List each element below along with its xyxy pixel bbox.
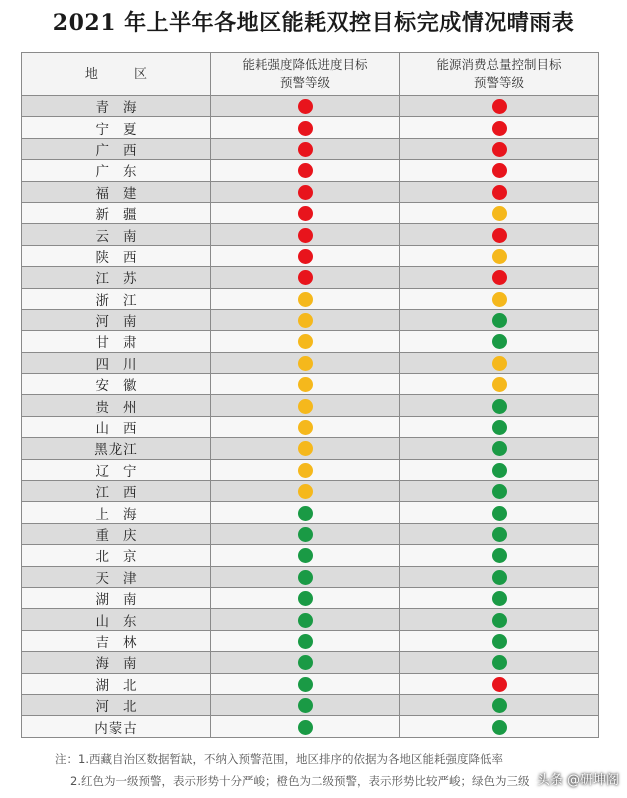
region-name: 海南 bbox=[95, 656, 151, 673]
region-name: 江西 bbox=[95, 485, 151, 502]
region-cell bbox=[22, 160, 211, 181]
red-status-dot-icon bbox=[298, 228, 313, 243]
footnotes bbox=[55, 748, 615, 792]
region-name: 广西 bbox=[95, 142, 151, 159]
orange-status-dot-icon bbox=[298, 484, 313, 499]
intensity-warning-cell bbox=[211, 566, 400, 587]
green-status-dot-icon bbox=[492, 613, 507, 628]
intensity-warning-cell bbox=[211, 309, 400, 330]
green-status-dot-icon bbox=[298, 677, 313, 692]
total-warning-cell bbox=[400, 630, 599, 651]
green-status-dot-icon bbox=[298, 527, 313, 542]
orange-status-dot-icon bbox=[492, 249, 507, 264]
region-cell bbox=[22, 716, 211, 737]
region-name: 湖南 bbox=[95, 592, 151, 609]
table-row bbox=[22, 202, 599, 223]
region-cell bbox=[22, 96, 211, 117]
table-row bbox=[22, 374, 599, 395]
region-name: 天津 bbox=[95, 570, 151, 587]
region-cell bbox=[22, 652, 211, 673]
intensity-warning-cell bbox=[211, 224, 400, 245]
region-cell bbox=[22, 309, 211, 330]
region-cell bbox=[22, 523, 211, 544]
region-name: 辽宁 bbox=[95, 463, 151, 480]
total-warning-cell bbox=[400, 438, 599, 459]
table-row bbox=[22, 245, 599, 266]
total-warning-cell bbox=[400, 117, 599, 138]
orange-status-dot-icon bbox=[298, 441, 313, 456]
red-status-dot-icon bbox=[298, 121, 313, 136]
intensity-warning-cell bbox=[211, 694, 400, 715]
total-warning-cell bbox=[400, 267, 599, 288]
header-region-label: 地 区 bbox=[84, 66, 164, 82]
intensity-warning-cell bbox=[211, 96, 400, 117]
intensity-warning-cell bbox=[211, 181, 400, 202]
region-name: 浙江 bbox=[95, 292, 151, 309]
red-status-dot-icon bbox=[492, 163, 507, 178]
green-status-dot-icon bbox=[298, 591, 313, 606]
total-warning-cell bbox=[400, 716, 599, 737]
total-warning-cell bbox=[400, 288, 599, 309]
header-region bbox=[22, 53, 211, 96]
intensity-warning-cell bbox=[211, 374, 400, 395]
intensity-warning-cell bbox=[211, 245, 400, 266]
region-name: 宁夏 bbox=[95, 121, 151, 138]
intensity-warning-cell bbox=[211, 117, 400, 138]
header-intensity-line2: 预警等级 bbox=[279, 75, 330, 90]
region-cell bbox=[22, 352, 211, 373]
red-status-dot-icon bbox=[492, 99, 507, 114]
region-name: 新疆 bbox=[95, 207, 151, 224]
table-row bbox=[22, 117, 599, 138]
region-cell bbox=[22, 288, 211, 309]
footnote-1: 注：1.西藏自治区数据暂缺，不纳入预警范围，地区排序的依据为各地区能耗强度降低率 bbox=[55, 752, 503, 766]
total-warning-cell bbox=[400, 374, 599, 395]
region-cell bbox=[22, 438, 211, 459]
green-status-dot-icon bbox=[298, 570, 313, 585]
intensity-warning-cell bbox=[211, 331, 400, 352]
table-row bbox=[22, 160, 599, 181]
region-cell bbox=[22, 202, 211, 223]
header-total-line1: 能源消费总量控制目标 bbox=[436, 57, 562, 72]
region-name: 重庆 bbox=[95, 528, 151, 544]
total-warning-cell bbox=[400, 245, 599, 266]
region-name: 山东 bbox=[95, 613, 151, 630]
table-row bbox=[22, 288, 599, 309]
table-row bbox=[22, 481, 599, 502]
orange-status-dot-icon bbox=[298, 292, 313, 307]
green-status-dot-icon bbox=[492, 655, 507, 670]
total-warning-cell bbox=[400, 587, 599, 608]
table-row bbox=[22, 224, 599, 245]
total-warning-cell bbox=[400, 309, 599, 330]
table-row bbox=[22, 694, 599, 715]
intensity-warning-cell bbox=[211, 352, 400, 373]
intensity-warning-cell bbox=[211, 673, 400, 694]
table-row bbox=[22, 502, 599, 523]
green-status-dot-icon bbox=[492, 420, 507, 435]
intensity-warning-cell bbox=[211, 609, 400, 630]
region-name: 河南 bbox=[95, 314, 151, 331]
total-warning-cell bbox=[400, 523, 599, 544]
table-row bbox=[22, 630, 599, 651]
table-row bbox=[22, 652, 599, 673]
region-name: 湖北 bbox=[95, 677, 151, 694]
intensity-warning-cell bbox=[211, 523, 400, 544]
red-status-dot-icon bbox=[298, 270, 313, 285]
intensity-warning-cell bbox=[211, 267, 400, 288]
orange-status-dot-icon bbox=[298, 420, 313, 435]
region-name: 广东 bbox=[95, 164, 151, 181]
total-warning-cell bbox=[400, 481, 599, 502]
region-cell bbox=[22, 459, 211, 480]
intensity-warning-cell bbox=[211, 630, 400, 651]
intensity-warning-cell bbox=[211, 416, 400, 437]
total-warning-cell bbox=[400, 502, 599, 523]
total-warning-cell bbox=[400, 202, 599, 223]
region-cell bbox=[22, 694, 211, 715]
table-row bbox=[22, 438, 599, 459]
orange-status-dot-icon bbox=[298, 313, 313, 328]
table-row bbox=[22, 181, 599, 202]
green-status-dot-icon bbox=[298, 634, 313, 649]
footnote-2: 2.红色为一级预警，表示形势十分严峻；橙色为二级预警，表示形势比较严峻；绿色为三级 bbox=[70, 774, 530, 788]
intensity-warning-cell bbox=[211, 438, 400, 459]
intensity-warning-cell bbox=[211, 502, 400, 523]
header-total bbox=[400, 53, 599, 96]
table-row bbox=[22, 96, 599, 117]
region-cell bbox=[22, 245, 211, 266]
green-status-dot-icon bbox=[492, 548, 507, 563]
total-warning-cell bbox=[400, 181, 599, 202]
region-cell bbox=[22, 502, 211, 523]
orange-status-dot-icon bbox=[492, 356, 507, 371]
intensity-warning-cell bbox=[211, 395, 400, 416]
table-row bbox=[22, 716, 599, 737]
green-status-dot-icon bbox=[298, 720, 313, 735]
total-warning-cell bbox=[400, 331, 599, 352]
region-cell bbox=[22, 545, 211, 566]
orange-status-dot-icon bbox=[298, 463, 313, 478]
table-row bbox=[22, 609, 599, 630]
table-row bbox=[22, 523, 599, 544]
region-cell bbox=[22, 395, 211, 416]
region-cell bbox=[22, 374, 211, 395]
total-warning-cell bbox=[400, 138, 599, 159]
table-row bbox=[22, 309, 599, 330]
orange-status-dot-icon bbox=[492, 377, 507, 392]
header-intensity-line1: 能耗强度降低进度目标 bbox=[242, 57, 368, 72]
table-row bbox=[22, 545, 599, 566]
red-status-dot-icon bbox=[298, 185, 313, 200]
region-name: 云南 bbox=[95, 228, 151, 245]
intensity-warning-cell bbox=[211, 481, 400, 502]
green-status-dot-icon bbox=[298, 506, 313, 521]
green-status-dot-icon bbox=[492, 698, 507, 713]
region-cell bbox=[22, 673, 211, 694]
region-cell bbox=[22, 566, 211, 587]
orange-status-dot-icon bbox=[492, 206, 507, 221]
intensity-warning-cell bbox=[211, 138, 400, 159]
red-status-dot-icon bbox=[492, 677, 507, 692]
region-name: 黑龙江 bbox=[94, 442, 138, 459]
total-warning-cell bbox=[400, 416, 599, 437]
green-status-dot-icon bbox=[492, 527, 507, 542]
intensity-warning-cell bbox=[211, 459, 400, 480]
region-cell bbox=[22, 224, 211, 245]
green-status-dot-icon bbox=[492, 591, 507, 606]
table-row bbox=[22, 459, 599, 480]
total-warning-cell bbox=[400, 352, 599, 373]
total-warning-cell bbox=[400, 566, 599, 587]
intensity-warning-cell bbox=[211, 202, 400, 223]
table-row bbox=[22, 566, 599, 587]
intensity-warning-cell bbox=[211, 587, 400, 608]
green-status-dot-icon bbox=[492, 506, 507, 521]
total-warning-cell bbox=[400, 652, 599, 673]
table-row bbox=[22, 395, 599, 416]
region-name: 江苏 bbox=[95, 271, 151, 288]
total-warning-cell bbox=[400, 395, 599, 416]
region-cell bbox=[22, 117, 211, 138]
green-status-dot-icon bbox=[298, 613, 313, 628]
total-warning-cell bbox=[400, 224, 599, 245]
green-status-dot-icon bbox=[492, 720, 507, 735]
red-status-dot-icon bbox=[492, 228, 507, 243]
total-warning-cell bbox=[400, 96, 599, 117]
intensity-warning-cell bbox=[211, 652, 400, 673]
total-warning-cell bbox=[400, 545, 599, 566]
watermark: 头条 @研坤阁 bbox=[536, 773, 619, 788]
header-intensity bbox=[211, 53, 400, 96]
total-warning-cell bbox=[400, 609, 599, 630]
red-status-dot-icon bbox=[492, 270, 507, 285]
header-total-line2: 预警等级 bbox=[473, 75, 524, 90]
region-cell bbox=[22, 481, 211, 502]
green-status-dot-icon bbox=[492, 441, 507, 456]
table-header-row bbox=[22, 53, 599, 96]
table-row bbox=[22, 331, 599, 352]
region-name: 贵州 bbox=[95, 399, 151, 416]
region-cell bbox=[22, 587, 211, 608]
region-name: 四川 bbox=[95, 356, 151, 373]
red-status-dot-icon bbox=[492, 121, 507, 136]
region-name: 内蒙古 bbox=[94, 720, 138, 737]
table-row bbox=[22, 587, 599, 608]
table-row bbox=[22, 416, 599, 437]
red-status-dot-icon bbox=[298, 163, 313, 178]
warning-table bbox=[21, 52, 599, 738]
table-row bbox=[22, 673, 599, 694]
region-cell bbox=[22, 630, 211, 651]
page-title: 2021 年上半年各地区能耗双控目标完成情况晴雨表 bbox=[52, 10, 575, 36]
region-cell bbox=[22, 609, 211, 630]
region-name: 上海 bbox=[95, 506, 151, 523]
green-status-dot-icon bbox=[492, 463, 507, 478]
red-status-dot-icon bbox=[298, 249, 313, 264]
table-row bbox=[22, 138, 599, 159]
intensity-warning-cell bbox=[211, 716, 400, 737]
total-warning-cell bbox=[400, 459, 599, 480]
intensity-warning-cell bbox=[211, 160, 400, 181]
green-status-dot-icon bbox=[298, 548, 313, 563]
total-warning-cell bbox=[400, 694, 599, 715]
region-name: 陕西 bbox=[95, 249, 151, 266]
green-status-dot-icon bbox=[492, 570, 507, 585]
table-row bbox=[22, 267, 599, 288]
green-status-dot-icon bbox=[298, 698, 313, 713]
orange-status-dot-icon bbox=[298, 356, 313, 371]
region-name: 北京 bbox=[95, 549, 151, 566]
green-status-dot-icon bbox=[492, 334, 507, 349]
region-cell bbox=[22, 416, 211, 437]
green-status-dot-icon bbox=[492, 634, 507, 649]
orange-status-dot-icon bbox=[298, 377, 313, 392]
red-status-dot-icon bbox=[298, 99, 313, 114]
green-status-dot-icon bbox=[298, 655, 313, 670]
red-status-dot-icon bbox=[492, 185, 507, 200]
red-status-dot-icon bbox=[298, 142, 313, 157]
red-status-dot-icon bbox=[298, 206, 313, 221]
region-name: 甘肃 bbox=[95, 335, 151, 352]
region-name: 河北 bbox=[95, 699, 151, 716]
total-warning-cell bbox=[400, 160, 599, 181]
region-cell bbox=[22, 181, 211, 202]
table-row bbox=[22, 352, 599, 373]
orange-status-dot-icon bbox=[492, 292, 507, 307]
region-cell bbox=[22, 331, 211, 352]
region-cell bbox=[22, 267, 211, 288]
green-status-dot-icon bbox=[492, 399, 507, 414]
region-name: 吉林 bbox=[95, 634, 151, 651]
green-status-dot-icon bbox=[492, 484, 507, 499]
region-name: 安徽 bbox=[95, 378, 151, 395]
region-name: 福建 bbox=[95, 185, 151, 202]
green-status-dot-icon bbox=[492, 313, 507, 328]
orange-status-dot-icon bbox=[298, 399, 313, 414]
total-warning-cell bbox=[400, 673, 599, 694]
region-cell bbox=[22, 138, 211, 159]
intensity-warning-cell bbox=[211, 545, 400, 566]
orange-status-dot-icon bbox=[298, 334, 313, 349]
region-name: 山西 bbox=[95, 421, 151, 438]
intensity-warning-cell bbox=[211, 288, 400, 309]
red-status-dot-icon bbox=[492, 142, 507, 157]
region-name: 青海 bbox=[95, 100, 151, 117]
